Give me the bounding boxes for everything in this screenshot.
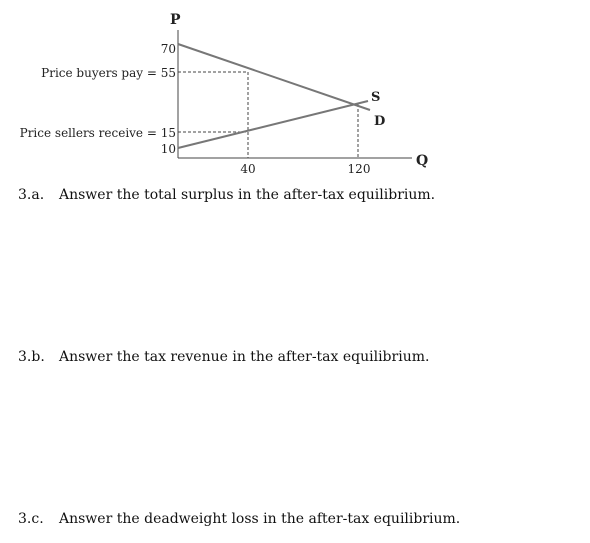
quantity-tick-equilibrium: 120: [347, 162, 371, 176]
supply-label: S: [371, 90, 381, 105]
demand-curve: [178, 44, 370, 110]
question-text: Answer the tax revenue in the after-tax equilibrium.: [59, 349, 430, 365]
question-number: 3.c.: [18, 511, 44, 527]
supply-demand-diagram: [0, 0, 590, 185]
question-text: Answer the total surplus in the after-tax equilibrium.: [59, 187, 436, 203]
supply-curve: [178, 101, 368, 148]
question-3a: [18, 187, 435, 203]
quantity-axis-label: Q: [416, 153, 429, 169]
demand-label: D: [374, 114, 386, 129]
price-axis-label: P: [170, 12, 181, 28]
question-3c: [18, 511, 460, 527]
question-number: 3.a.: [18, 187, 45, 203]
buyers-price-label: Price buyers pay = 55: [41, 66, 176, 80]
question-number: 3.b.: [18, 349, 45, 365]
price-tick-high: 70: [160, 42, 176, 56]
sellers-price-label: Price sellers receive = 15: [19, 126, 176, 140]
quantity-tick-tax: 40: [240, 162, 256, 176]
price-tick-low: 10: [160, 142, 176, 156]
question-3b: [18, 349, 429, 365]
question-text: Answer the deadweight loss in the after-tax equilibrium.: [59, 511, 461, 527]
